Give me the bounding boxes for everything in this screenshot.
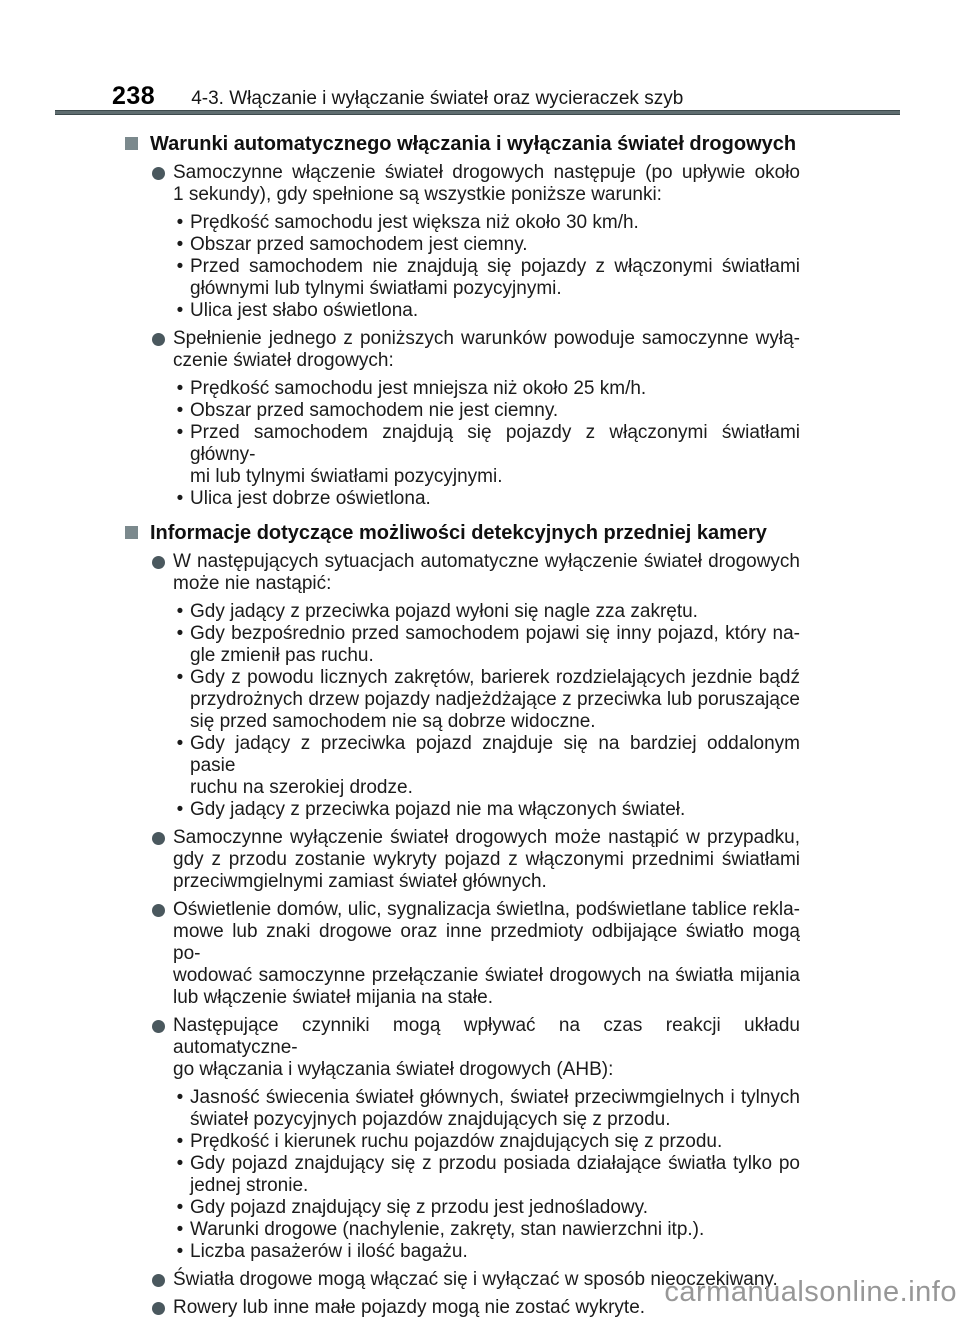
text-line: świateł pozycyjnych pojazdów znajdujących się z przodu. xyxy=(190,1109,671,1130)
text-line: przeciwmgielnymi zamiast świateł głównych. xyxy=(173,871,547,892)
text-line: Spełnienie jednego z poniższych warunków powoduje samoczynne wyłą- xyxy=(173,328,800,349)
sub-bullet-item xyxy=(176,1131,800,1153)
sub-bullet-item xyxy=(176,1087,800,1131)
dot-bullet-icon: • xyxy=(176,601,184,622)
dot-bullet-icon: • xyxy=(176,623,184,644)
text-line: Następujące czynniki mogą wpływać na czas reakcji układu automatyczne- xyxy=(173,1015,800,1058)
bullet-item xyxy=(152,899,800,1009)
dot-bullet-icon: • xyxy=(176,300,184,321)
text-line: go włączania i wyłączania świateł drogowych (AHB): xyxy=(173,1059,614,1080)
section-heading: Warunki automatycznego włączania i wyłączania świateł drogowych xyxy=(150,133,797,155)
text-line: Obszar przed samochodem jest ciemny. xyxy=(190,234,528,255)
circle-bullet-icon xyxy=(152,904,165,917)
dot-bullet-icon: • xyxy=(176,1197,184,1218)
dot-bullet-icon: • xyxy=(176,212,184,233)
sub-bullet-text xyxy=(190,667,800,733)
dot-bullet-icon: • xyxy=(176,667,184,688)
text-line: Obszar przed samochodem nie jest ciemny. xyxy=(190,400,559,421)
manual-content xyxy=(125,133,800,1319)
text-line: Gdy bezpośrednio przed samochodem pojawi się inny pojazd, który na- xyxy=(190,623,800,644)
bullet-item xyxy=(152,162,800,206)
bullet-item xyxy=(152,827,800,893)
dot-bullet-icon: • xyxy=(176,799,184,820)
text-line: gdy z przodu zostanie wykryty pojazd z włączonymi przednimi światłami xyxy=(173,849,800,870)
sub-bullet-text xyxy=(190,1219,800,1241)
sub-bullet-list xyxy=(176,1087,800,1263)
circle-bullet-icon xyxy=(152,556,165,569)
dot-bullet-icon: • xyxy=(176,488,184,509)
sub-bullet-text xyxy=(190,1241,800,1263)
bullet-text xyxy=(173,899,800,1009)
circle-bullet-icon xyxy=(152,1302,165,1315)
page-number: 238 xyxy=(112,82,156,110)
text-line: Przed samochodem znajdują się pojazdy z włączonymi światłami główny- xyxy=(190,422,800,465)
sub-bullet-item xyxy=(176,667,800,733)
text-line: Rowery lub inne małe pojazdy mogą nie zostać wykryte. xyxy=(173,1297,646,1318)
text-line: przydrożnych drzew pojazdy nadjeżdżające z przeciwka lub poruszające xyxy=(190,689,800,710)
text-line: lub włączenie świateł mijania na stałe. xyxy=(173,987,493,1008)
bullet-text xyxy=(173,827,800,893)
sub-bullet-item xyxy=(176,1219,800,1241)
sub-bullet-text xyxy=(190,422,800,488)
text-line: mowe lub znaki drogowe oraz inne przedmioty odbijające światło mogą po- xyxy=(173,921,800,964)
square-bullet-icon xyxy=(125,526,138,539)
dot-bullet-icon: • xyxy=(176,256,184,277)
text-line: Gdy pojazd znajdujący się z przodu jest jednośladowy. xyxy=(190,1197,649,1218)
section xyxy=(125,522,800,1319)
sub-bullet-text xyxy=(190,601,800,623)
sub-bullet-item xyxy=(176,400,800,422)
square-bullet-icon xyxy=(125,137,138,150)
circle-bullet-icon xyxy=(152,832,165,845)
text-line: Gdy jadący z przeciwka pojazd znajduje się na bardziej oddalonym pasie xyxy=(190,733,800,776)
text-line: Gdy pojazd znajdujący się z przodu posiada działające światła tylko po xyxy=(190,1153,800,1174)
text-line: jednej stronie. xyxy=(190,1175,309,1196)
text-line: Gdy z powodu licznych zakrętów, barierek rozdzielających jezdnie bądź xyxy=(190,667,800,688)
sub-bullet-text xyxy=(190,488,800,510)
dot-bullet-icon: • xyxy=(176,733,184,754)
circle-bullet-icon xyxy=(152,333,165,346)
text-line: Gdy jadący z przeciwka pojazd wyłoni się nagle zza zakrętu. xyxy=(190,601,698,622)
sub-bullet-text xyxy=(190,733,800,799)
circle-bullet-icon xyxy=(152,1020,165,1033)
sub-bullet-item xyxy=(176,212,800,234)
dot-bullet-icon: • xyxy=(176,1219,184,1240)
text-line: Prędkość samochodu jest większa niż około 30 km/h. xyxy=(190,212,639,233)
page-header xyxy=(112,82,683,111)
sub-bullet-item xyxy=(176,601,800,623)
sub-bullet-item xyxy=(176,1241,800,1263)
text-line: W następujących sytuacjach automatyczne wyłączenie świateł drogowych xyxy=(173,551,800,572)
text-line: Jasność świecenia świateł głównych, świateł przeciwmgielnych i tylnych xyxy=(190,1087,800,1108)
chapter-title: 4-3. Włączanie i wyłączanie świateł oraz wycieraczek szyb xyxy=(191,88,684,109)
text-line: gle zmienił pas ruchu. xyxy=(190,645,374,666)
circle-bullet-icon xyxy=(152,1274,165,1287)
sub-bullet-text xyxy=(190,1131,800,1153)
sub-bullet-text xyxy=(190,300,800,322)
text-line: ruchu na szerokiej drodze. xyxy=(190,777,413,798)
text-line: Warunki drogowe (nachylenie, zakręty, stan nawierzchni itp.). xyxy=(190,1219,705,1240)
text-line: Ulica jest dobrze oświetlona. xyxy=(190,488,431,509)
sub-bullet-text xyxy=(190,1087,800,1131)
text-line: wodować samoczynne przełączanie świateł drogowych na światła mijania xyxy=(173,965,800,986)
sub-bullet-text xyxy=(190,799,800,821)
bullet-item xyxy=(152,1015,800,1081)
text-line: Oświetlenie domów, ulic, sygnalizacja świetlna, podświetlane tablice rekla- xyxy=(173,899,800,920)
sub-bullet-item xyxy=(176,378,800,400)
bullet-text xyxy=(173,551,800,595)
sub-bullet-item xyxy=(176,234,800,256)
sub-bullet-item xyxy=(176,733,800,799)
sub-bullet-text xyxy=(190,234,800,256)
dot-bullet-icon: • xyxy=(176,422,184,443)
section-heading-row xyxy=(125,133,800,156)
sub-bullet-item xyxy=(176,422,800,488)
text-line: Liczba pasażerów i ilość bagażu. xyxy=(190,1241,468,1262)
sub-bullet-text xyxy=(190,256,800,300)
sub-bullet-item xyxy=(176,1153,800,1197)
text-line: Przed samochodem nie znajdują się pojazdy z włączonymi światłami xyxy=(190,256,800,277)
text-line: może nie nastąpić: xyxy=(173,573,332,594)
sub-bullet-item xyxy=(176,623,800,667)
bullet-text xyxy=(173,328,800,372)
dot-bullet-icon: • xyxy=(176,378,184,399)
text-line: Samoczynne włączenie świateł drogowych następuje (po upływie około xyxy=(173,162,800,183)
watermark: carmanualsonline.info xyxy=(664,1276,957,1308)
dot-bullet-icon: • xyxy=(176,234,184,255)
sub-bullet-text xyxy=(190,212,800,234)
circle-bullet-icon xyxy=(152,167,165,180)
text-line: Prędkość samochodu jest mniejsza niż około 25 km/h. xyxy=(190,378,647,399)
text-line: mi lub tylnymi światłami pozycyjnymi. xyxy=(190,466,503,487)
sub-bullet-item xyxy=(176,799,800,821)
section-heading: Informacje dotyczące możliwości detekcyjnych przedniej kamery xyxy=(150,522,767,544)
text-line: Gdy jadący z przeciwka pojazd nie ma włączonych świateł. xyxy=(190,799,686,820)
text-line: Prędkość i kierunek ruchu pojazdów znajdujących się z przodu. xyxy=(190,1131,723,1152)
sub-bullet-text xyxy=(190,400,800,422)
header-rule xyxy=(55,110,900,115)
text-line: Ulica jest słabo oświetlona. xyxy=(190,300,419,321)
section-heading-row xyxy=(125,522,800,545)
text-line: 1 sekundy), gdy spełnione są wszystkie poniższe warunki: xyxy=(173,184,662,205)
dot-bullet-icon: • xyxy=(176,1131,184,1152)
sub-bullet-list xyxy=(176,601,800,821)
dot-bullet-icon: • xyxy=(176,1087,184,1108)
sub-bullet-list xyxy=(176,212,800,322)
sub-bullet-item xyxy=(176,256,800,300)
bullet-text xyxy=(173,162,800,206)
sub-bullet-text xyxy=(190,1197,800,1219)
text-line: Samoczynne wyłączenie świateł drogowych może nastąpić w przypadku, xyxy=(173,827,800,848)
text-line: Światła drogowe mogą włączać się i wyłączać w sposób nieoczekiwany. xyxy=(173,1269,778,1290)
dot-bullet-icon: • xyxy=(176,1241,184,1262)
sub-bullet-text xyxy=(190,623,800,667)
sub-bullet-item xyxy=(176,300,800,322)
sub-bullet-text xyxy=(190,378,800,400)
sub-bullet-text xyxy=(190,1153,800,1197)
text-line: głównymi lub tylnymi światłami pozycyjnymi. xyxy=(190,278,562,299)
dot-bullet-icon: • xyxy=(176,400,184,421)
sub-bullet-item xyxy=(176,488,800,510)
text-line: się przed samochodem nie są dobrze widoczne. xyxy=(190,711,596,732)
dot-bullet-icon: • xyxy=(176,1153,184,1174)
section xyxy=(125,133,800,510)
sub-bullet-list xyxy=(176,378,800,510)
bullet-item xyxy=(152,328,800,372)
sub-bullet-item xyxy=(176,1197,800,1219)
text-line: czenie świateł drogowych: xyxy=(173,350,394,371)
bullet-text xyxy=(173,1015,800,1081)
bullet-item xyxy=(152,551,800,595)
